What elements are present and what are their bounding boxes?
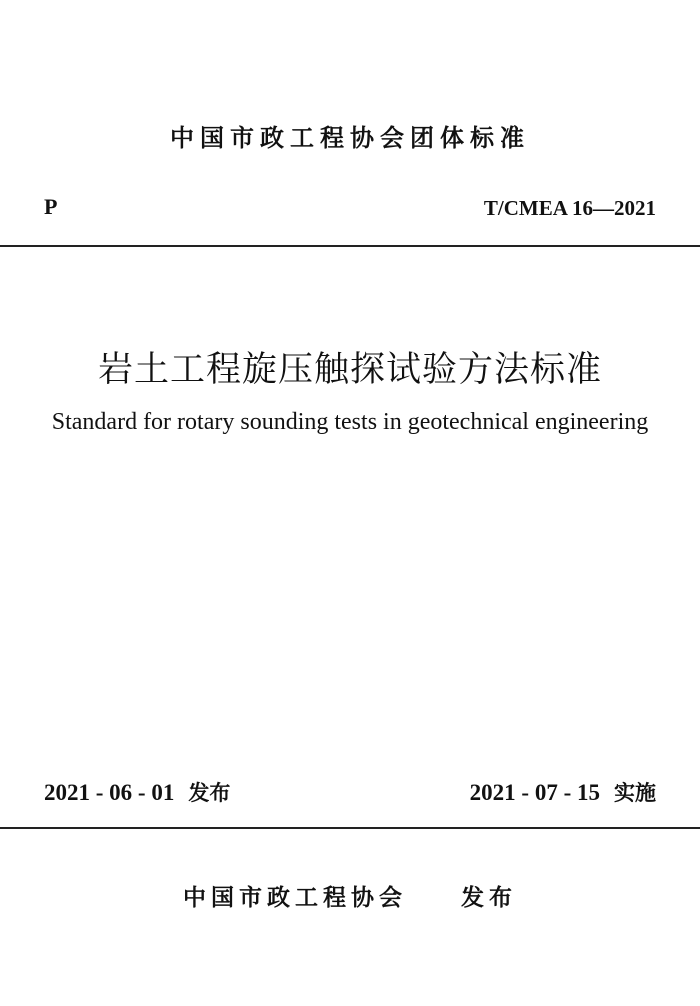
issue-date: 2021 - 06 - 01 bbox=[44, 780, 175, 805]
publisher-block bbox=[0, 879, 700, 912]
organization-standard-header: 中国市政工程协会团体标准 bbox=[170, 124, 530, 152]
issue-date-block bbox=[44, 777, 230, 807]
implementation-date-block bbox=[470, 777, 656, 807]
publisher-name: 中国市政工程协会 bbox=[183, 885, 407, 911]
standard-number: T/CMEA 16—2021 bbox=[483, 196, 656, 220]
header-divider bbox=[0, 245, 700, 247]
publish-label: 发布 bbox=[461, 885, 517, 911]
footer-divider bbox=[0, 827, 700, 829]
implementation-label: 实施 bbox=[614, 781, 656, 805]
implementation-date: 2021 - 07 - 15 bbox=[469, 780, 600, 805]
title-english: Standard for rotary sounding tests in geotechnical engineering bbox=[51, 409, 649, 435]
issue-label: 发布 bbox=[188, 781, 231, 805]
title-chinese: 岩土工程旋压触探试验方法标准 bbox=[97, 350, 602, 390]
classification-code: P bbox=[44, 194, 58, 219]
